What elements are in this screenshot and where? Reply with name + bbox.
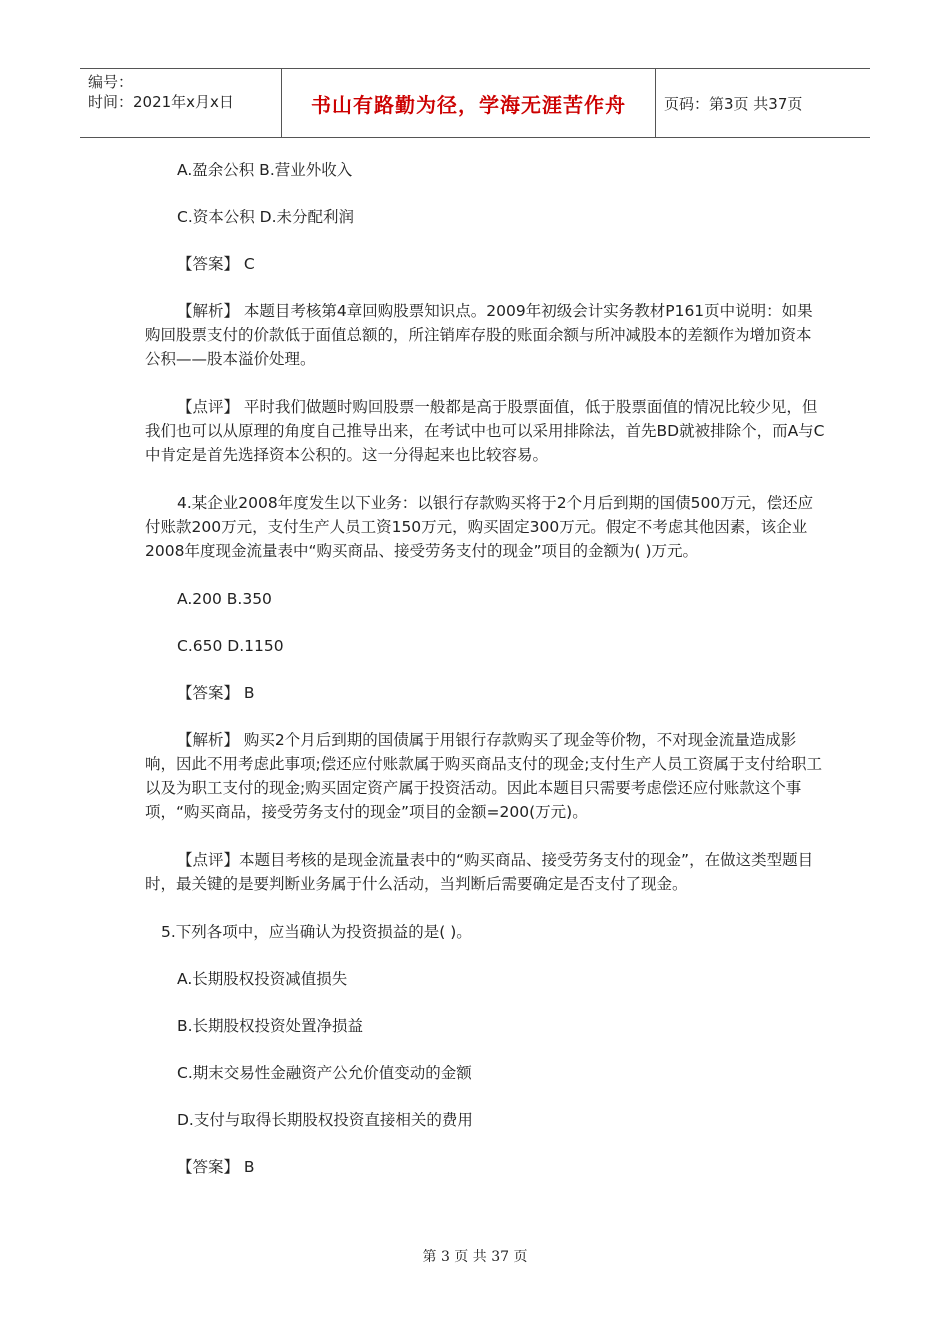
date-label: 时间：2021年x月x日 [88, 93, 234, 111]
header-page-cell [656, 69, 870, 137]
q3-option-cd: C.资本公积 D.未分配利润 [177, 208, 355, 226]
q5-option-b: B.长期股权投资处置净损益 [177, 1017, 364, 1035]
header-motto-cell [282, 69, 656, 137]
q5-option-d: D.支付与取得长期股权投资直接相关的费用 [177, 1111, 473, 1129]
q5-answer: 【答案】 B [177, 1158, 255, 1176]
header-meta-cell [80, 69, 282, 137]
q5-option-c: C.期末交易性金融资产公允价值变动的金额 [177, 1064, 472, 1082]
q4-comment: 【点评】本题目考核的是现金流量表中的“购买商品、接受劳务支付的现金”，在做这类型题目时，最关键的是要判断业务属于什么活动，当判断后需要确定是否支付了现金。 [145, 851, 814, 893]
page-footer: 第 3 页 共 37 页 [422, 1249, 528, 1265]
q5-stem: 5.下列各项中，应当确认为投资损益的是( )。 [161, 923, 472, 941]
q4-analysis: 【解析】 购买2个月后到期的国债属于用银行存款购买了现金等价物，不对现金流量造成影响，因此不用考虑此事项;偿还应付账款属于购买商品支付的现金;支付生产人员工资属于支付给职工以及为职工支付的现金;购买固定资产属于投资活动。因此本题目只需要考虑偿还应付账款这个事项，“购买商品，接受劳务支付的现金”项目的金额=200(万元)。 [145, 731, 822, 821]
q3-option-ab: A.盈余公积 B.营业外收入 [177, 161, 353, 179]
page-label: 页码：第3页 共37页 [664, 94, 803, 113]
q4-answer: 【答案】 B [177, 684, 255, 702]
q3-analysis: 【解析】 本题目考核第4章回购股票知识点。2009年初级会计实务教材P161页中说明：如果购回股票支付的价款低于面值总额的，所注销库存股的账面余额与所冲减股本的差额作为增加资本公积——股本溢价处理。 [145, 302, 813, 368]
q3-answer: 【答案】 C [177, 255, 255, 273]
q4-option-ab: A.200 B.350 [177, 590, 272, 608]
q4-option-cd: C.650 D.1150 [177, 637, 284, 655]
q3-comment: 【点评】 平时我们做题时购回股票一般都是高于股票面值，低于股票面值的情况比较少见，但我们也可以从原理的角度自己推导出来，在考试中也可以采用排除法，首先BD就被排除个，而A与C中肯定是首先选择资本公积的。这一分得起来也比较容易。 [145, 398, 825, 464]
document-body [145, 158, 825, 1179]
motto-text: 书山有路勤为径，学海无涯苦作舟 [311, 92, 626, 117]
q5-option-a: A.长期股权投资减值损失 [177, 970, 348, 988]
q4-stem: 4.某企业2008年度发生以下业务：以银行存款购买将于2个月后到期的国债500万元，偿还应付账款200万元，支付生产人员工资150万元，购买固定300万元。假定不考虑其他因素，该企业2008年度现金流量表中“购买商品、接受劳务支付的现金”项目的金额为( )万元。 [145, 494, 814, 560]
number-label: 编号： [88, 73, 134, 91]
document-header [80, 68, 870, 138]
